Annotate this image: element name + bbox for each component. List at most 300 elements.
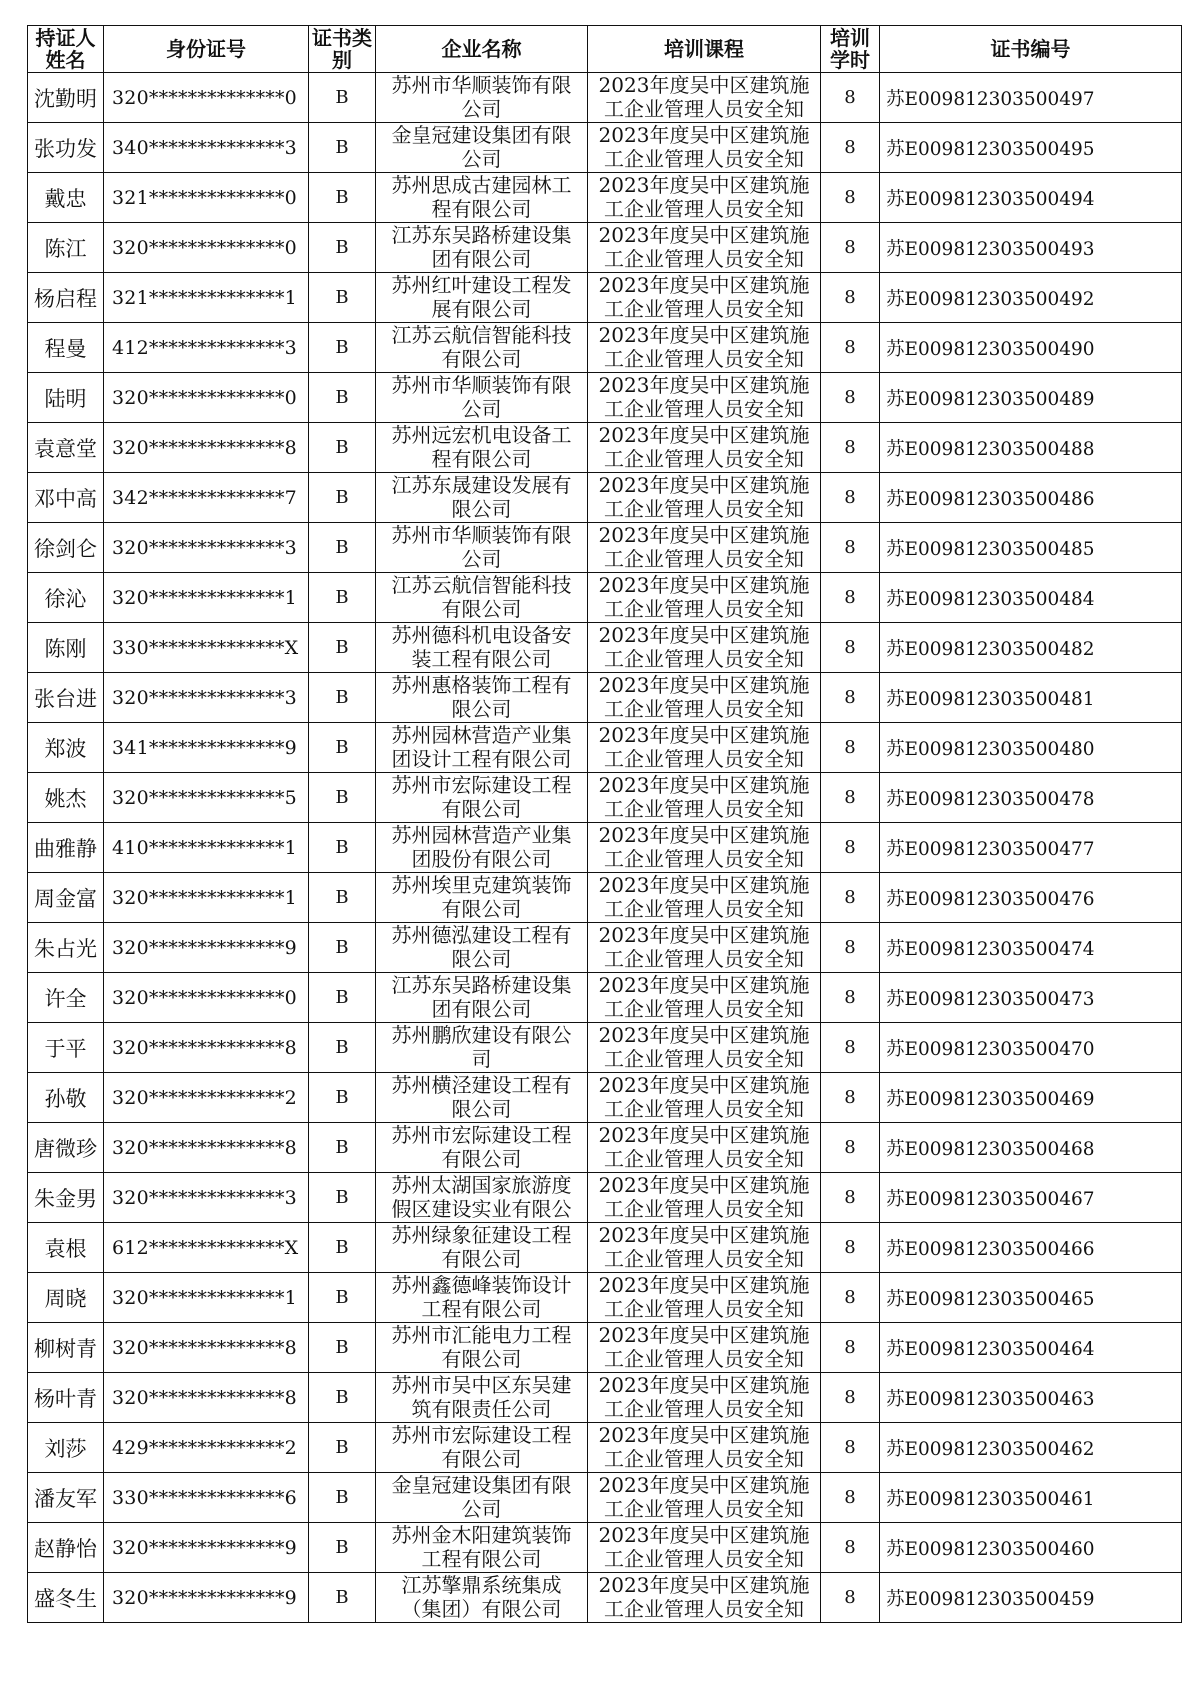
- company-cell: [376, 223, 588, 273]
- hours-cell: 8: [821, 773, 880, 823]
- cert-type-cell: B: [309, 873, 376, 923]
- hours-cell: 8: [821, 123, 880, 173]
- course-cell: [588, 1223, 821, 1273]
- holder-name-cell: 盛冬生: [28, 1573, 104, 1623]
- table-row: [28, 873, 1182, 923]
- company-cell-text: 苏州惠格装饰工程有限公司: [391, 673, 572, 721]
- company-cell: [376, 423, 588, 473]
- course-cell: [588, 1523, 821, 1573]
- holder-name-cell: 袁根: [28, 1223, 104, 1273]
- hours-cell: 8: [821, 623, 880, 673]
- cert-type-cell: B: [309, 1173, 376, 1223]
- holder-name-cell: 潘友军: [28, 1473, 104, 1523]
- table-row: [28, 623, 1182, 673]
- cert-no-cell: 苏E009812303500463: [880, 1373, 1182, 1423]
- cert-type-cell: B: [309, 723, 376, 773]
- table-row: [28, 473, 1182, 523]
- cert-no-cell: 苏E009812303500481: [880, 673, 1182, 723]
- certificate-table: [27, 25, 1182, 1623]
- cert-no-cell: 苏E009812303500484: [880, 573, 1182, 623]
- company-cell: [376, 1173, 588, 1223]
- course-cell-text: 2023年度吴中区建筑施工企业管理人员安全知: [598, 1173, 810, 1221]
- course-cell-text: 2023年度吴中区建筑施工企业管理人员安全知: [598, 1423, 810, 1471]
- course-cell-text: 2023年度吴中区建筑施工企业管理人员安全知: [598, 423, 810, 471]
- course-cell: [588, 473, 821, 523]
- company-cell-text: 苏州太湖国家旅游度假区建设实业有限公: [391, 1173, 572, 1221]
- table-row: [28, 973, 1182, 1023]
- table-row: [28, 1373, 1182, 1423]
- hours-cell: 8: [821, 273, 880, 323]
- course-cell-text: 2023年度吴中区建筑施工企业管理人员安全知: [598, 723, 810, 771]
- company-cell-text: 苏州市汇能电力工程有限公司: [391, 1323, 572, 1371]
- header-hours: 培训学时: [821, 26, 880, 73]
- course-cell: [588, 173, 821, 223]
- hours-cell: 8: [821, 1473, 880, 1523]
- cert-type-cell: B: [309, 1273, 376, 1323]
- course-cell: [588, 1373, 821, 1423]
- holder-name-cell: 姚杰: [28, 773, 104, 823]
- company-cell-text: 苏州远宏机电设备工程有限公司: [391, 423, 572, 471]
- table-row: [28, 1523, 1182, 1573]
- course-cell-text: 2023年度吴中区建筑施工企业管理人员安全知: [598, 1373, 810, 1421]
- course-cell: [588, 873, 821, 923]
- cert-type-cell: B: [309, 173, 376, 223]
- course-cell-text: 2023年度吴中区建筑施工企业管理人员安全知: [598, 1023, 810, 1071]
- course-cell-text: 2023年度吴中区建筑施工企业管理人员安全知: [598, 623, 810, 671]
- id-number-cell: 321**************1: [104, 273, 309, 323]
- hours-cell: 8: [821, 223, 880, 273]
- id-number-cell: 320**************3: [104, 1173, 309, 1223]
- table-row: [28, 1073, 1182, 1123]
- holder-name-cell: 柳树青: [28, 1323, 104, 1373]
- course-cell: [588, 1073, 821, 1123]
- company-cell: [376, 73, 588, 123]
- table-row: [28, 73, 1182, 123]
- course-cell: [588, 973, 821, 1023]
- company-cell-text: 江苏云航信智能科技有限公司: [391, 323, 572, 371]
- course-cell-text: 2023年度吴中区建筑施工企业管理人员安全知: [598, 473, 810, 521]
- holder-name-cell: 陈刚: [28, 623, 104, 673]
- course-cell-text: 2023年度吴中区建筑施工企业管理人员安全知: [598, 273, 810, 321]
- cert-type-cell: B: [309, 1473, 376, 1523]
- header-cert-type: 证书类别: [309, 26, 376, 73]
- course-cell: [588, 73, 821, 123]
- holder-name-cell: 郑波: [28, 723, 104, 773]
- course-cell: [588, 323, 821, 373]
- hours-cell: 8: [821, 373, 880, 423]
- cert-no-cell: 苏E009812303500489: [880, 373, 1182, 423]
- cert-type-cell: B: [309, 623, 376, 673]
- company-cell: [376, 473, 588, 523]
- cert-no-cell: 苏E009812303500469: [880, 1073, 1182, 1123]
- cert-no-cell: 苏E009812303500482: [880, 623, 1182, 673]
- company-cell: [376, 1473, 588, 1523]
- hours-cell: 8: [821, 873, 880, 923]
- company-cell: [376, 1573, 588, 1623]
- id-number-cell: 320**************8: [104, 1023, 309, 1073]
- id-number-cell: 320**************5: [104, 773, 309, 823]
- table-row: [28, 773, 1182, 823]
- hours-cell: 8: [821, 1523, 880, 1573]
- company-cell-text: 苏州市华顺装饰有限公司: [391, 523, 572, 571]
- cert-type-cell: B: [309, 823, 376, 873]
- id-number-cell: 330**************6: [104, 1473, 309, 1523]
- course-cell-text: 2023年度吴中区建筑施工企业管理人员安全知: [598, 323, 810, 371]
- id-number-cell: 320**************2: [104, 1073, 309, 1123]
- table-row: [28, 673, 1182, 723]
- company-cell: [376, 873, 588, 923]
- cert-type-cell: B: [309, 1573, 376, 1623]
- cert-type-cell: B: [309, 473, 376, 523]
- company-cell: [376, 623, 588, 673]
- course-cell: [588, 1123, 821, 1173]
- cert-type-cell: B: [309, 523, 376, 573]
- cert-type-cell: B: [309, 1373, 376, 1423]
- cert-type-cell: B: [309, 1523, 376, 1573]
- cert-no-cell: 苏E009812303500459: [880, 1573, 1182, 1623]
- id-number-cell: 340**************3: [104, 123, 309, 173]
- id-number-cell: 320**************0: [104, 73, 309, 123]
- hours-cell: 8: [821, 673, 880, 723]
- table-row: [28, 723, 1182, 773]
- company-cell-text: 苏州市宏际建设工程有限公司: [391, 773, 572, 821]
- table-row: [28, 123, 1182, 173]
- cert-no-cell: 苏E009812303500461: [880, 1473, 1182, 1523]
- course-cell-text: 2023年度吴中区建筑施工企业管理人员安全知: [598, 123, 810, 171]
- cert-no-cell: 苏E009812303500495: [880, 123, 1182, 173]
- cert-type-cell: B: [309, 1323, 376, 1373]
- company-cell: [376, 523, 588, 573]
- company-cell-text: 江苏东吴路桥建设集团有限公司: [391, 223, 572, 271]
- cert-type-cell: B: [309, 1223, 376, 1273]
- course-cell: [588, 923, 821, 973]
- course-cell: [588, 673, 821, 723]
- course-cell: [588, 1473, 821, 1523]
- course-cell: [588, 1573, 821, 1623]
- cert-no-cell: 苏E009812303500494: [880, 173, 1182, 223]
- company-cell-text: 苏州鑫德峰装饰设计工程有限公司: [391, 1273, 572, 1321]
- company-cell-text: 江苏东吴路桥建设集团有限公司: [391, 973, 572, 1021]
- cert-type-cell: B: [309, 1423, 376, 1473]
- company-cell-text: 江苏东晟建设发展有限公司: [391, 473, 572, 521]
- cert-type-cell: B: [309, 73, 376, 123]
- hours-cell: 8: [821, 573, 880, 623]
- id-number-cell: 320**************1: [104, 1273, 309, 1323]
- company-cell-text: 苏州思成古建园林工程有限公司: [391, 173, 572, 221]
- company-cell: [376, 1123, 588, 1173]
- company-cell: [376, 1523, 588, 1573]
- company-cell: [376, 373, 588, 423]
- hours-cell: 8: [821, 73, 880, 123]
- holder-name-cell: 张台进: [28, 673, 104, 723]
- cert-type-cell: B: [309, 973, 376, 1023]
- table-row: [28, 923, 1182, 973]
- company-cell-text: 苏州横泾建设工程有限公司: [391, 1073, 572, 1121]
- table-body: [28, 73, 1182, 1623]
- company-cell: [376, 723, 588, 773]
- holder-name-cell: 朱占光: [28, 923, 104, 973]
- cert-type-cell: B: [309, 923, 376, 973]
- course-cell: [588, 123, 821, 173]
- cert-no-cell: 苏E009812303500486: [880, 473, 1182, 523]
- table-row: [28, 173, 1182, 223]
- header-id-number: 身份证号: [104, 26, 309, 73]
- table-row: [28, 1123, 1182, 1173]
- cert-no-cell: 苏E009812303500485: [880, 523, 1182, 573]
- course-cell-text: 2023年度吴中区建筑施工企业管理人员安全知: [598, 1323, 810, 1371]
- id-number-cell: 320**************9: [104, 923, 309, 973]
- hours-cell: 8: [821, 823, 880, 873]
- cert-no-cell: 苏E009812303500474: [880, 923, 1182, 973]
- id-number-cell: 342**************7: [104, 473, 309, 523]
- company-cell: [376, 1223, 588, 1273]
- id-number-cell: 320**************8: [104, 1123, 309, 1173]
- company-cell: [376, 923, 588, 973]
- company-cell-text: 苏州市华顺装饰有限公司: [391, 73, 572, 121]
- course-cell-text: 2023年度吴中区建筑施工企业管理人员安全知: [598, 1573, 810, 1621]
- id-number-cell: 341**************9: [104, 723, 309, 773]
- cert-no-cell: 苏E009812303500476: [880, 873, 1182, 923]
- cert-type-cell: B: [309, 273, 376, 323]
- holder-name-cell: 杨叶青: [28, 1373, 104, 1423]
- company-cell-text: 苏州市宏际建设工程有限公司: [391, 1123, 572, 1171]
- cert-no-cell: 苏E009812303500497: [880, 73, 1182, 123]
- course-cell-text: 2023年度吴中区建筑施工企业管理人员安全知: [598, 1273, 810, 1321]
- header-holder: 持证人姓名: [28, 26, 104, 73]
- hours-cell: 8: [821, 1423, 880, 1473]
- table-row: [28, 223, 1182, 273]
- cert-no-cell: 苏E009812303500478: [880, 773, 1182, 823]
- table-row: [28, 1023, 1182, 1073]
- course-cell-text: 2023年度吴中区建筑施工企业管理人员安全知: [598, 1123, 810, 1171]
- cert-no-cell: 苏E009812303500477: [880, 823, 1182, 873]
- id-number-cell: 320**************8: [104, 1373, 309, 1423]
- course-cell-text: 2023年度吴中区建筑施工企业管理人员安全知: [598, 373, 810, 421]
- table-row: [28, 1473, 1182, 1523]
- hours-cell: 8: [821, 173, 880, 223]
- company-cell-text: 苏州绿象征建设工程有限公司: [391, 1223, 572, 1271]
- cert-type-cell: B: [309, 223, 376, 273]
- header-row: [28, 26, 1182, 73]
- id-number-cell: 612**************X: [104, 1223, 309, 1273]
- table-row: [28, 1423, 1182, 1473]
- company-cell: [376, 673, 588, 723]
- company-cell: [376, 273, 588, 323]
- header-company: 企业名称: [376, 26, 588, 73]
- course-cell-text: 2023年度吴中区建筑施工企业管理人员安全知: [598, 573, 810, 621]
- company-cell-text: 苏州埃里克建筑装饰有限公司: [391, 873, 572, 921]
- company-cell-text: 苏州园林营造产业集团设计工程有限公司: [391, 723, 572, 771]
- hours-cell: 8: [821, 1023, 880, 1073]
- company-cell: [376, 573, 588, 623]
- holder-name-cell: 邓中高: [28, 473, 104, 523]
- id-number-cell: 321**************0: [104, 173, 309, 223]
- course-cell-text: 2023年度吴中区建筑施工企业管理人员安全知: [598, 523, 810, 571]
- company-cell: [376, 123, 588, 173]
- cert-no-cell: 苏E009812303500492: [880, 273, 1182, 323]
- holder-name-cell: 许全: [28, 973, 104, 1023]
- id-number-cell: 410**************1: [104, 823, 309, 873]
- cert-no-cell: 苏E009812303500464: [880, 1323, 1182, 1373]
- course-cell-text: 2023年度吴中区建筑施工企业管理人员安全知: [598, 73, 810, 121]
- holder-name-cell: 杨启程: [28, 273, 104, 323]
- id-number-cell: 320**************0: [104, 223, 309, 273]
- cert-no-cell: 苏E009812303500467: [880, 1173, 1182, 1223]
- holder-name-cell: 徐剑仑: [28, 523, 104, 573]
- header-course: 培训课程: [588, 26, 821, 73]
- company-cell-text: 金皇冠建设集团有限公司: [391, 1473, 572, 1521]
- holder-name-cell: 袁意堂: [28, 423, 104, 473]
- table-row: [28, 1323, 1182, 1373]
- hours-cell: 8: [821, 423, 880, 473]
- course-cell: [588, 773, 821, 823]
- course-cell-text: 2023年度吴中区建筑施工企业管理人员安全知: [598, 923, 810, 971]
- company-cell: [376, 1273, 588, 1323]
- course-cell-text: 2023年度吴中区建筑施工企业管理人员安全知: [598, 673, 810, 721]
- table-row: [28, 1273, 1182, 1323]
- cert-no-cell: 苏E009812303500480: [880, 723, 1182, 773]
- table-row: [28, 1573, 1182, 1623]
- company-cell: [376, 173, 588, 223]
- cert-no-cell: 苏E009812303500473: [880, 973, 1182, 1023]
- cert-type-cell: B: [309, 373, 376, 423]
- table-row: [28, 823, 1182, 873]
- company-cell-text: 苏州红叶建设工程发展有限公司: [391, 273, 572, 321]
- cert-no-cell: 苏E009812303500465: [880, 1273, 1182, 1323]
- cert-type-cell: B: [309, 573, 376, 623]
- course-cell-text: 2023年度吴中区建筑施工企业管理人员安全知: [598, 973, 810, 1021]
- company-cell: [376, 773, 588, 823]
- id-number-cell: 320**************0: [104, 373, 309, 423]
- table-row: [28, 273, 1182, 323]
- holder-name-cell: 戴忠: [28, 173, 104, 223]
- company-cell: [376, 823, 588, 873]
- id-number-cell: 320**************0: [104, 973, 309, 1023]
- table-row: [28, 323, 1182, 373]
- company-cell-text: 江苏擎鼎系统集成（集团）有限公司: [401, 1573, 562, 1621]
- id-number-cell: 412**************3: [104, 323, 309, 373]
- company-cell: [376, 1073, 588, 1123]
- holder-name-cell: 孙敬: [28, 1073, 104, 1123]
- table-row: [28, 523, 1182, 573]
- course-cell: [588, 223, 821, 273]
- cert-type-cell: B: [309, 1023, 376, 1073]
- hours-cell: 8: [821, 1323, 880, 1373]
- company-cell-text: 苏州市吴中区东吴建筑有限责任公司: [391, 1373, 572, 1421]
- company-cell: [376, 1423, 588, 1473]
- course-cell: [588, 1323, 821, 1373]
- holder-name-cell: 于平: [28, 1023, 104, 1073]
- cert-no-cell: 苏E009812303500462: [880, 1423, 1182, 1473]
- holder-name-cell: 周晓: [28, 1273, 104, 1323]
- hours-cell: 8: [821, 973, 880, 1023]
- cert-no-cell: 苏E009812303500468: [880, 1123, 1182, 1173]
- holder-name-cell: 陈江: [28, 223, 104, 273]
- company-cell: [376, 323, 588, 373]
- company-cell-text: 苏州市宏际建设工程有限公司: [391, 1423, 572, 1471]
- id-number-cell: 320**************3: [104, 523, 309, 573]
- course-cell: [588, 1173, 821, 1223]
- company-cell-text: 苏州金木阳建筑装饰工程有限公司: [391, 1523, 572, 1571]
- company-cell-text: 江苏云航信智能科技有限公司: [391, 573, 572, 621]
- course-cell: [588, 1423, 821, 1473]
- cert-no-cell: 苏E009812303500488: [880, 423, 1182, 473]
- hours-cell: 8: [821, 323, 880, 373]
- company-cell: [376, 1023, 588, 1073]
- company-cell-text: 苏州市华顺装饰有限公司: [391, 373, 572, 421]
- hours-cell: 8: [821, 523, 880, 573]
- cert-no-cell: 苏E009812303500470: [880, 1023, 1182, 1073]
- course-cell-text: 2023年度吴中区建筑施工企业管理人员安全知: [598, 173, 810, 221]
- cert-type-cell: B: [309, 323, 376, 373]
- course-cell-text: 2023年度吴中区建筑施工企业管理人员安全知: [598, 1073, 810, 1121]
- holder-name-cell: 赵静怡: [28, 1523, 104, 1573]
- holder-name-cell: 唐微珍: [28, 1123, 104, 1173]
- course-cell-text: 2023年度吴中区建筑施工企业管理人员安全知: [598, 773, 810, 821]
- course-cell-text: 2023年度吴中区建筑施工企业管理人员安全知: [598, 1473, 810, 1521]
- id-number-cell: 320**************8: [104, 1323, 309, 1373]
- hours-cell: 8: [821, 1123, 880, 1173]
- course-cell: [588, 373, 821, 423]
- hours-cell: 8: [821, 1173, 880, 1223]
- header-cert-no: 证书编号: [880, 26, 1182, 73]
- course-cell: [588, 573, 821, 623]
- cert-no-cell: 苏E009812303500466: [880, 1223, 1182, 1273]
- course-cell: [588, 523, 821, 573]
- cert-type-cell: B: [309, 673, 376, 723]
- cert-no-cell: 苏E009812303500460: [880, 1523, 1182, 1573]
- hours-cell: 8: [821, 1273, 880, 1323]
- hours-cell: 8: [821, 1373, 880, 1423]
- cert-type-cell: B: [309, 123, 376, 173]
- table-row: [28, 573, 1182, 623]
- hours-cell: 8: [821, 923, 880, 973]
- course-cell: [588, 1023, 821, 1073]
- cert-type-cell: B: [309, 1123, 376, 1173]
- cert-type-cell: B: [309, 1073, 376, 1123]
- company-cell-text: 苏州鹏欣建设有限公司: [391, 1023, 572, 1071]
- cert-type-cell: B: [309, 423, 376, 473]
- table-row: [28, 373, 1182, 423]
- course-cell-text: 2023年度吴中区建筑施工企业管理人员安全知: [598, 223, 810, 271]
- course-cell: [588, 623, 821, 673]
- company-cell: [376, 973, 588, 1023]
- table-row: [28, 1223, 1182, 1273]
- cert-no-cell: 苏E009812303500493: [880, 223, 1182, 273]
- course-cell-text: 2023年度吴中区建筑施工企业管理人员安全知: [598, 823, 810, 871]
- hours-cell: 8: [821, 723, 880, 773]
- company-cell-text: 苏州德泓建设工程有限公司: [391, 923, 572, 971]
- id-number-cell: 320**************9: [104, 1523, 309, 1573]
- cert-no-cell: 苏E009812303500490: [880, 323, 1182, 373]
- id-number-cell: 320**************9: [104, 1573, 309, 1623]
- id-number-cell: 320**************8: [104, 423, 309, 473]
- id-number-cell: 320**************3: [104, 673, 309, 723]
- holder-name-cell: 刘莎: [28, 1423, 104, 1473]
- company-cell-text: 苏州园林营造产业集团股份有限公司: [391, 823, 572, 871]
- course-cell-text: 2023年度吴中区建筑施工企业管理人员安全知: [598, 1523, 810, 1571]
- course-cell: [588, 723, 821, 773]
- holder-name-cell: 沈勤明: [28, 73, 104, 123]
- id-number-cell: 320**************1: [104, 573, 309, 623]
- course-cell: [588, 823, 821, 873]
- holder-name-cell: 曲雅静: [28, 823, 104, 873]
- id-number-cell: 330**************X: [104, 623, 309, 673]
- company-cell: [376, 1323, 588, 1373]
- id-number-cell: 320**************1: [104, 873, 309, 923]
- table-row: [28, 1173, 1182, 1223]
- table-row: [28, 423, 1182, 473]
